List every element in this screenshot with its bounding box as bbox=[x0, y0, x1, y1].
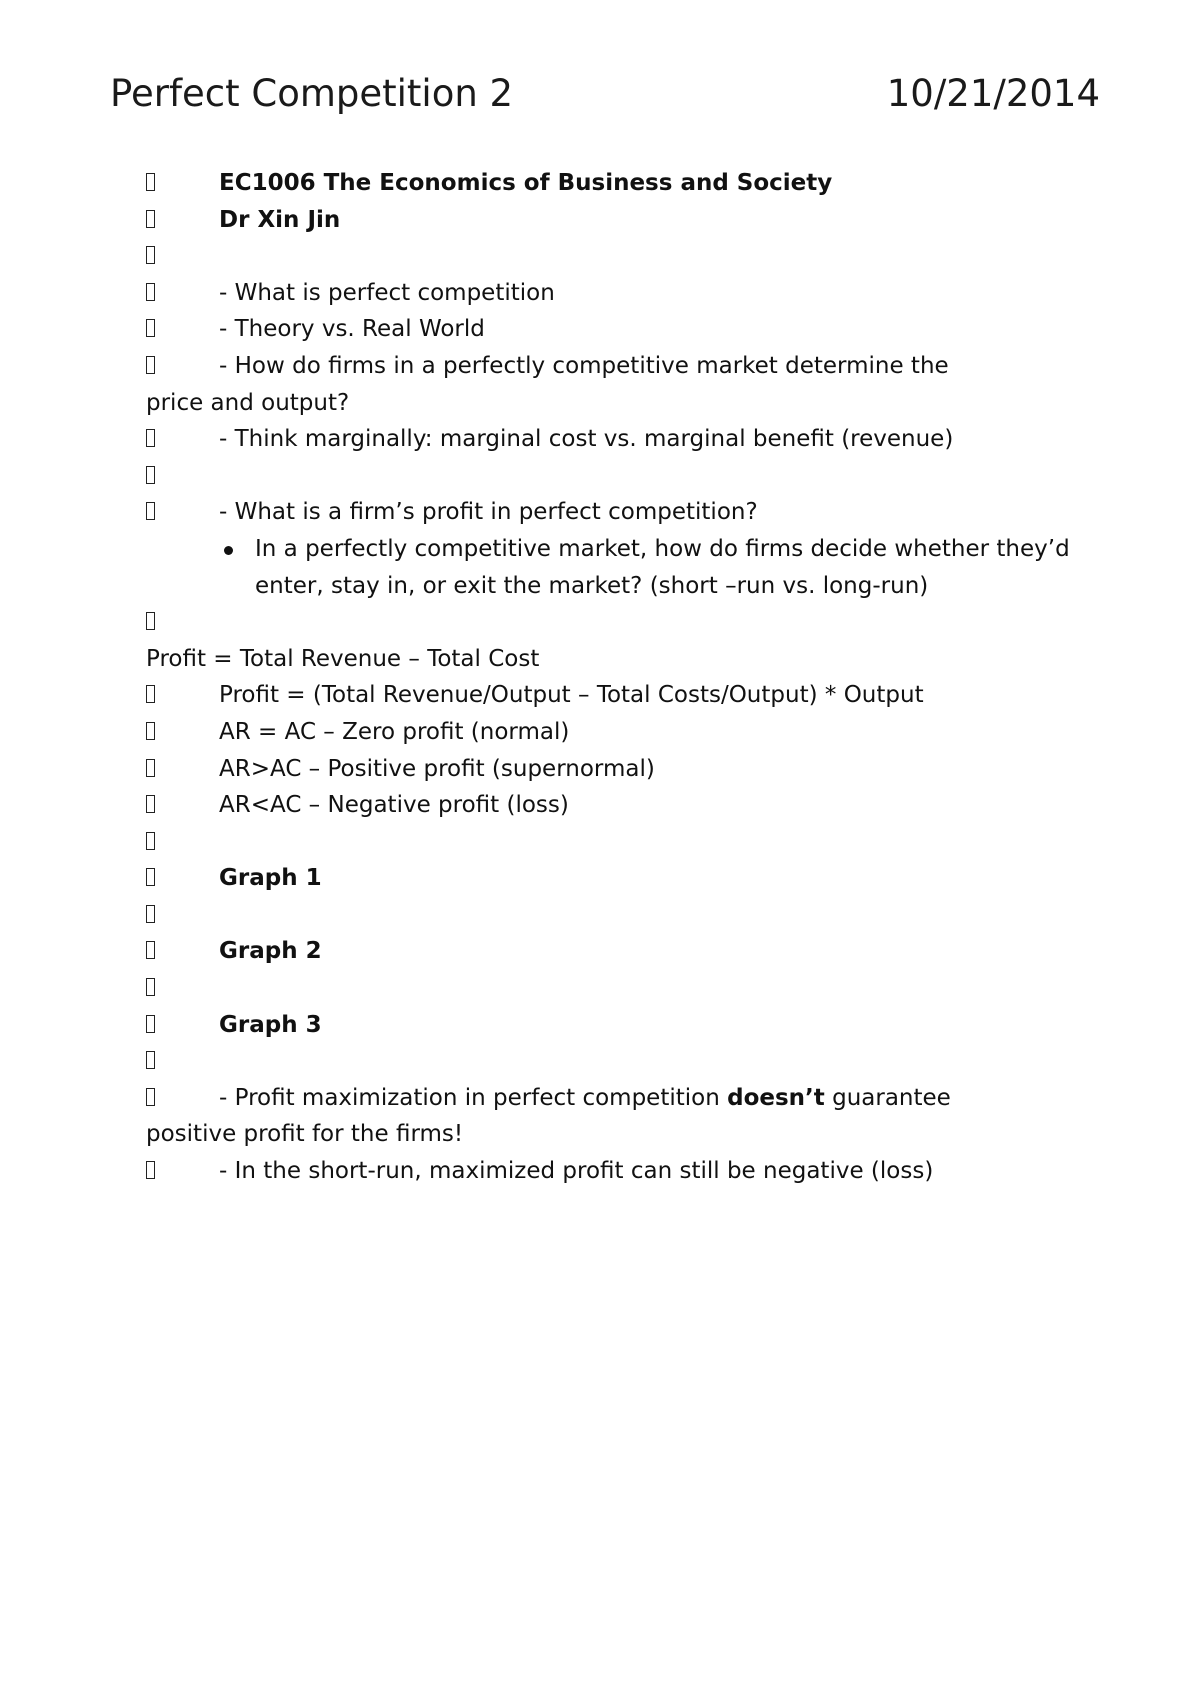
list-item bbox=[146, 1153, 1086, 1190]
profit-max-continued: positive profit for the firms! bbox=[146, 1121, 464, 1148]
list-item bbox=[146, 751, 1086, 788]
topic-question: - What is a firm’s profit in perfect competition? bbox=[219, 499, 758, 526]
short-run-note: - In the short-run, maximized profit can still be negative (loss) bbox=[219, 1158, 934, 1185]
missing-glyph-icon bbox=[146, 1161, 155, 1179]
missing-glyph-icon bbox=[146, 246, 155, 264]
list-item bbox=[146, 348, 1086, 385]
missing-glyph-icon bbox=[146, 685, 155, 703]
list-item bbox=[146, 421, 1086, 458]
list-item-empty bbox=[146, 897, 1086, 934]
list-item bbox=[146, 860, 1086, 897]
list-item bbox=[146, 275, 1086, 312]
lecture-notes bbox=[146, 165, 1086, 1190]
missing-glyph-icon bbox=[146, 319, 155, 337]
ar-greater-ac: AR>AC – Positive profit (supernormal) bbox=[219, 755, 655, 782]
topic-question: - What is perfect competition bbox=[219, 279, 555, 306]
list-item bbox=[146, 1080, 1086, 1117]
list-item bbox=[146, 933, 1086, 970]
course-title: EC1006 The Economics of Business and Society bbox=[219, 170, 833, 196]
page-header bbox=[110, 72, 1100, 122]
profit-max-emphasis: doesn’t bbox=[727, 1084, 825, 1111]
list-item-continuation bbox=[146, 385, 1086, 422]
ar-equals-ac: AR = AC – Zero profit (normal) bbox=[219, 718, 570, 745]
missing-glyph-icon bbox=[146, 905, 155, 923]
profit-definition: Profit = Total Revenue – Total Cost bbox=[146, 645, 540, 672]
list-item-empty bbox=[146, 824, 1086, 861]
list-item-continuation bbox=[146, 1116, 1086, 1153]
topic-question: - How do firms in a perfectly competitive market determine the bbox=[219, 352, 949, 379]
list-item bbox=[146, 165, 1086, 202]
profit-max-text-end: guarantee bbox=[824, 1084, 951, 1111]
missing-glyph-icon bbox=[146, 210, 155, 228]
ar-less-ac: AR<AC – Negative profit (loss) bbox=[219, 792, 569, 819]
lecturer-name: Dr Xin Jin bbox=[219, 206, 341, 233]
bullet-icon bbox=[224, 546, 233, 555]
list-item-empty bbox=[146, 458, 1086, 495]
list-item bbox=[146, 311, 1086, 348]
bullet-item bbox=[146, 531, 1086, 604]
list-item-empty bbox=[146, 238, 1086, 275]
missing-glyph-icon bbox=[146, 173, 155, 191]
missing-glyph-icon bbox=[146, 978, 155, 996]
profit-max-text: - Profit maximization in perfect competition bbox=[219, 1084, 728, 1111]
list-item-empty bbox=[146, 970, 1086, 1007]
profit-definition-row bbox=[146, 641, 1086, 678]
list-item-empty bbox=[146, 1043, 1086, 1080]
graph-label: Graph 2 bbox=[219, 938, 322, 965]
list-item bbox=[146, 494, 1086, 531]
topic-question: - Theory vs. Real World bbox=[219, 316, 485, 343]
missing-glyph-icon bbox=[146, 795, 155, 813]
missing-glyph-icon bbox=[146, 1015, 155, 1033]
missing-glyph-icon bbox=[146, 722, 155, 740]
missing-glyph-icon bbox=[146, 283, 155, 301]
list-item bbox=[146, 202, 1086, 239]
missing-glyph-icon bbox=[146, 1051, 155, 1069]
graph-label: Graph 3 bbox=[219, 1011, 322, 1038]
list-item bbox=[146, 677, 1086, 714]
page-date: 10/21/2014 bbox=[886, 72, 1100, 115]
missing-glyph-icon bbox=[146, 759, 155, 777]
topic-question: - Think marginally: marginal cost vs. marginal benefit (revenue) bbox=[219, 426, 954, 453]
list-item bbox=[146, 787, 1086, 824]
missing-glyph-icon bbox=[146, 429, 155, 447]
missing-glyph-icon bbox=[146, 1088, 155, 1106]
page-title: Perfect Competition 2 bbox=[110, 72, 514, 115]
missing-glyph-icon bbox=[146, 466, 155, 484]
missing-glyph-icon bbox=[146, 612, 155, 630]
missing-glyph-icon bbox=[146, 502, 155, 520]
list-item bbox=[146, 714, 1086, 751]
missing-glyph-icon bbox=[146, 941, 155, 959]
bullet-text: In a perfectly competitive market, how do firms decide whether they’d enter, stay in, or exit the market? (short –run vs. long-run) bbox=[255, 535, 1070, 599]
missing-glyph-icon bbox=[146, 868, 155, 886]
profit-formula: Profit = (Total Revenue/Output – Total Costs/Output) * Output bbox=[219, 682, 924, 709]
list-item-empty bbox=[146, 604, 1086, 641]
topic-question-continued: price and output? bbox=[146, 389, 350, 416]
missing-glyph-icon bbox=[146, 356, 155, 374]
graph-label: Graph 1 bbox=[219, 865, 322, 892]
list-item bbox=[146, 1007, 1086, 1044]
missing-glyph-icon bbox=[146, 832, 155, 850]
